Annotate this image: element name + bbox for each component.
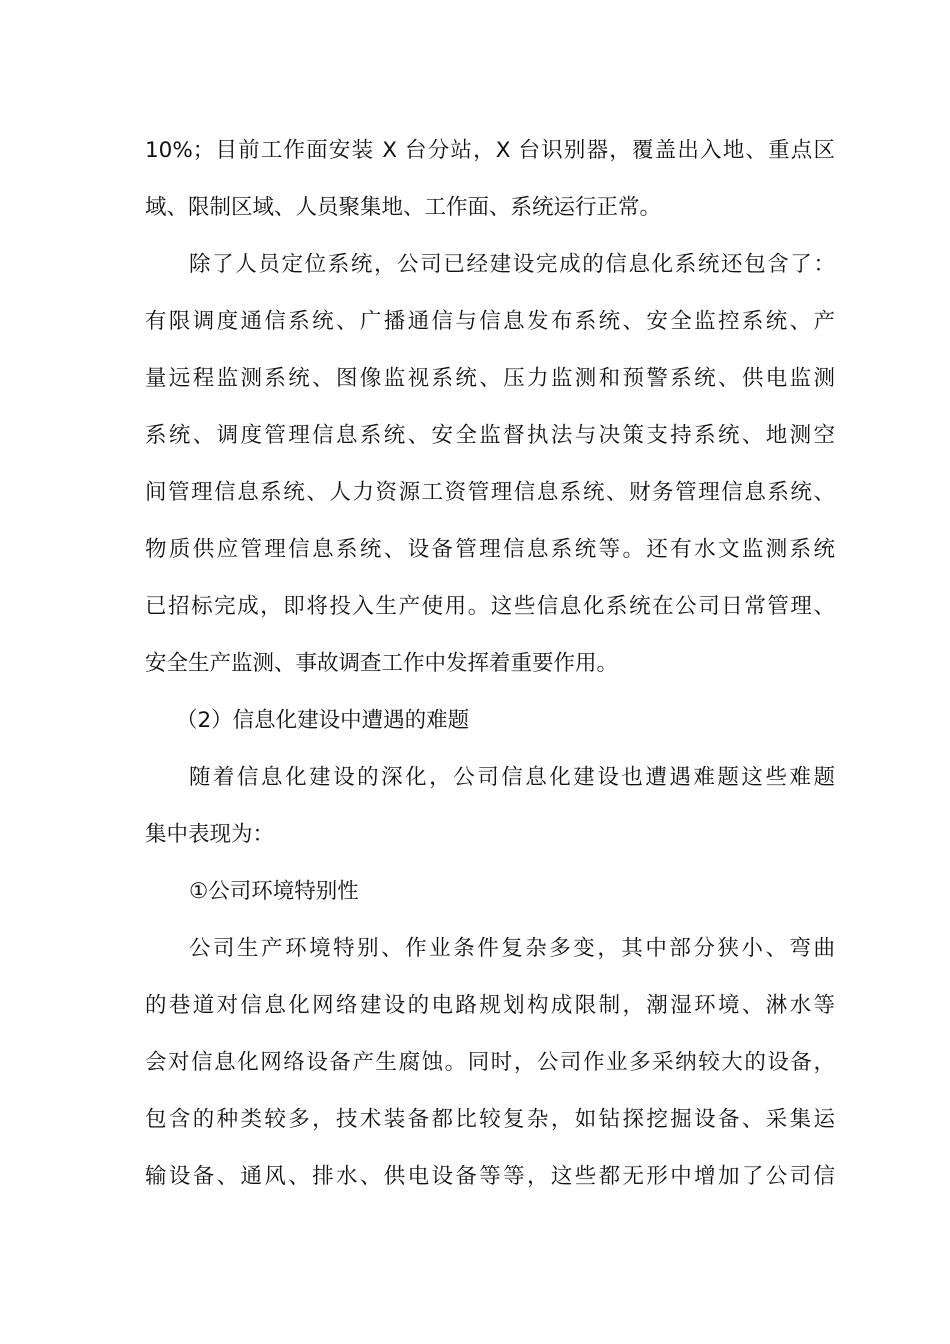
paragraph-line-1: 10%；目前工作面安装 X 台分站，X 台识别器，覆盖出入地、重点区: [145, 138, 835, 163]
paragraph-line-6: 系统、调度管理信息系统、安全监督执法与决策支持系统、地测空: [145, 423, 835, 448]
paragraph-line-7: 间管理信息系统、人力资源工资管理信息系统、财务管理信息系统、: [145, 480, 835, 505]
paragraph-line-8: 物质供应管理信息系统、设备管理信息系统等。还有水文监测系统: [145, 537, 835, 562]
paragraph-line-15: 公司生产环境特别、作业条件复杂多变，其中部分狭小、弯曲: [189, 936, 835, 961]
paragraph-line-4: 有限调度通信系统、广播通信与信息发布系统、安全监控系统、产: [145, 309, 835, 334]
paragraph-line-9: 已招标完成，即将投入生产使用。这些信息化系统在公司日常管理、: [145, 594, 835, 619]
paragraph-line-3: 除了人员定位系统，公司已经建设完成的信息化系统还包含了：: [189, 252, 835, 277]
paragraph-line-18: 包含的种类较多，技术装备都比较复杂，如钻探挖掘设备、采集运: [145, 1107, 835, 1132]
paragraph-line-19: 输设备、通风、排水、供电设备等等，这些都无形中增加了公司信: [145, 1164, 835, 1189]
paragraph-line-2: 域、限制区域、人员聚集地、工作面、系统运行正常。: [145, 195, 662, 220]
paragraph-line-5: 量远程监测系统、图像监视系统、压力监测和预警系统、供电监测: [145, 366, 835, 391]
section-heading: （2）信息化建设中遭遇的难题: [176, 708, 470, 733]
paragraph-line-16: 的巷道对信息化网络建设的电路规划构成限制，潮湿环境、淋水等: [145, 993, 835, 1018]
paragraph-line-10: 安全生产监测、事故调查工作中发挥着重要作用。: [145, 651, 619, 676]
paragraph-line-17: 会对信息化网络设备产生腐蚀。同时，公司作业多采纳较大的设备，: [145, 1050, 835, 1075]
paragraph-line-13: 集中表现为：: [145, 822, 275, 847]
subheading: ①公司环境特别性: [189, 879, 359, 904]
paragraph-line-12: 随着信息化建设的深化，公司信息化建设也遭遇难题这些难题: [189, 765, 835, 790]
